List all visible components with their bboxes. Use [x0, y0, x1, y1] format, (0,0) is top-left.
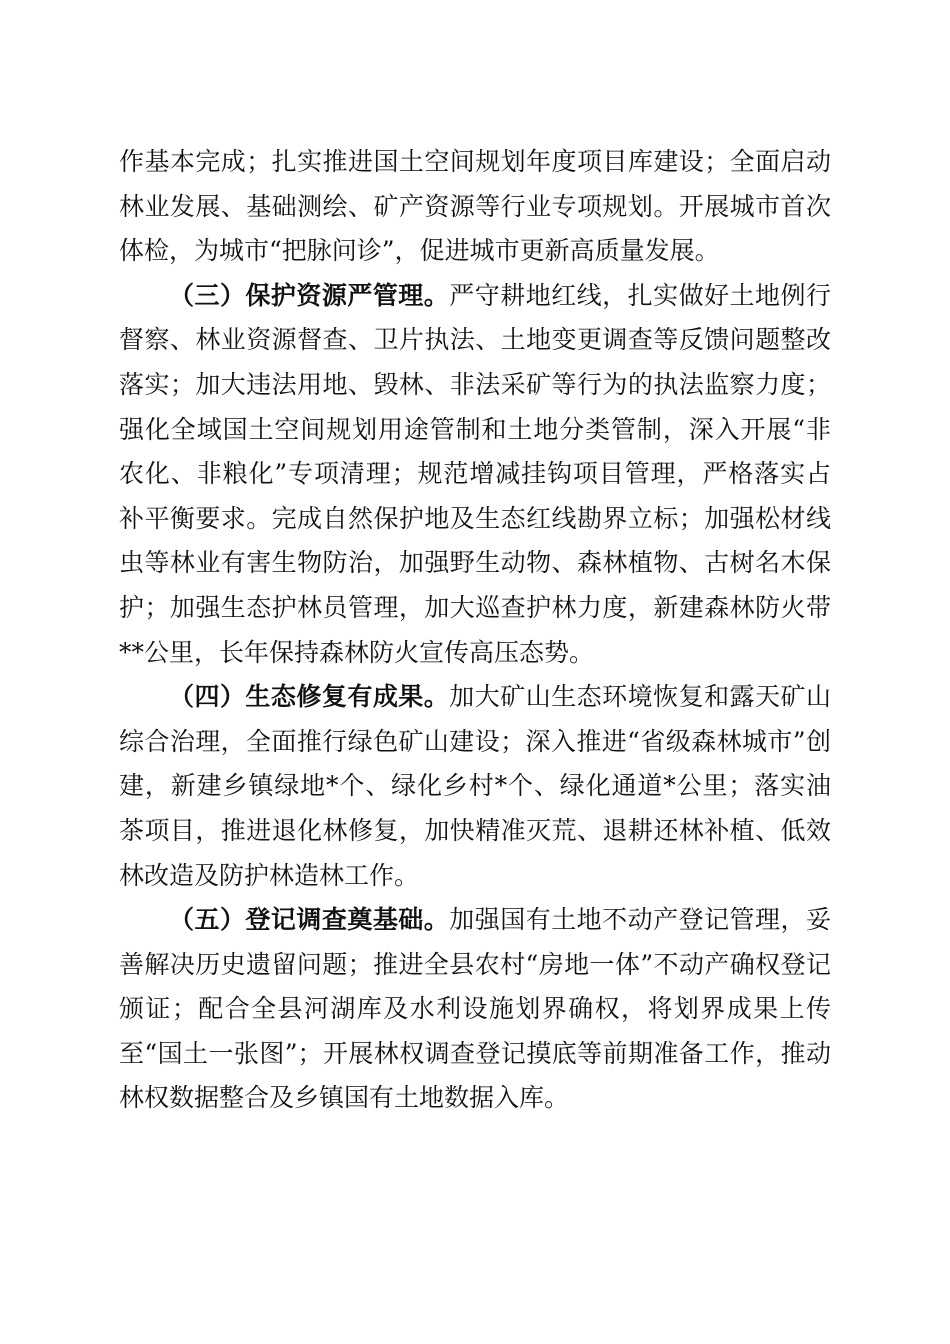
section-heading: （三）保护资源严管理。: [169, 280, 450, 310]
paragraph-continuation: [119, 140, 831, 274]
document-body: [119, 140, 831, 1121]
paragraph-text: 加强国有土地不动产登记管理，妥善解决历史遗留问题；推进全县农村“房地一体”不动产确权登记颁证；配合全县河湖库及水利设施划界确权，将划界成果上传至“国土一张图”；开展林权调查登记摸底等前期准备工作，推动林权数据整合及乡镇国有土地数据入库。: [119, 905, 831, 1113]
paragraph-text: 作基本完成；扎实推进国土空间规划年度项目库建设；全面启动林业发展、基础测绘、矿产资源等行业专项规划。开展城市首次体检，为城市“把脉问诊”，促进城市更新高质量发展。: [119, 147, 831, 266]
paragraph-text: 严守耕地红线，扎实做好土地例行督察、林业资源督查、卫片执法、土地变更调查等反馈问题整改落实；加大违法用地、毁林、非法采矿等行为的执法监察力度；强化全域国土空间规划用途管制和土地分类管制，深入开展“非农化、非粮化”专项清理；规范增减挂钩项目管理，严格落实占补平衡要求。完成自然保护地及生态红线勘界立标；加强松材线虫等林业有害生物防治，加强野生动物、森林植物、古树名木保护；加强生态护林员管理，加大巡查护林力度，新建森林防火带**公里，长年保持森林防火宣传高压态势。: [119, 280, 831, 667]
section-heading: （五）登记调查奠基础。: [169, 905, 450, 935]
paragraph-section-5: [119, 898, 831, 1121]
paragraph-section-3: [119, 274, 831, 675]
section-heading: （四）生态修复有成果。: [169, 682, 450, 712]
paragraph-section-4: [119, 675, 831, 898]
paragraph-text: 加大矿山生态环境恢复和露天矿山综合治理，全面推行绿色矿山建设；深入推进“省级森林城市”创建，新建乡镇绿地*个、绿化乡村*个、绿化通道*公里；落实油茶项目，推进退化林修复，加快精准灭荒、退耕还林补植、低效林改造及防护林造林工作。: [119, 682, 831, 890]
